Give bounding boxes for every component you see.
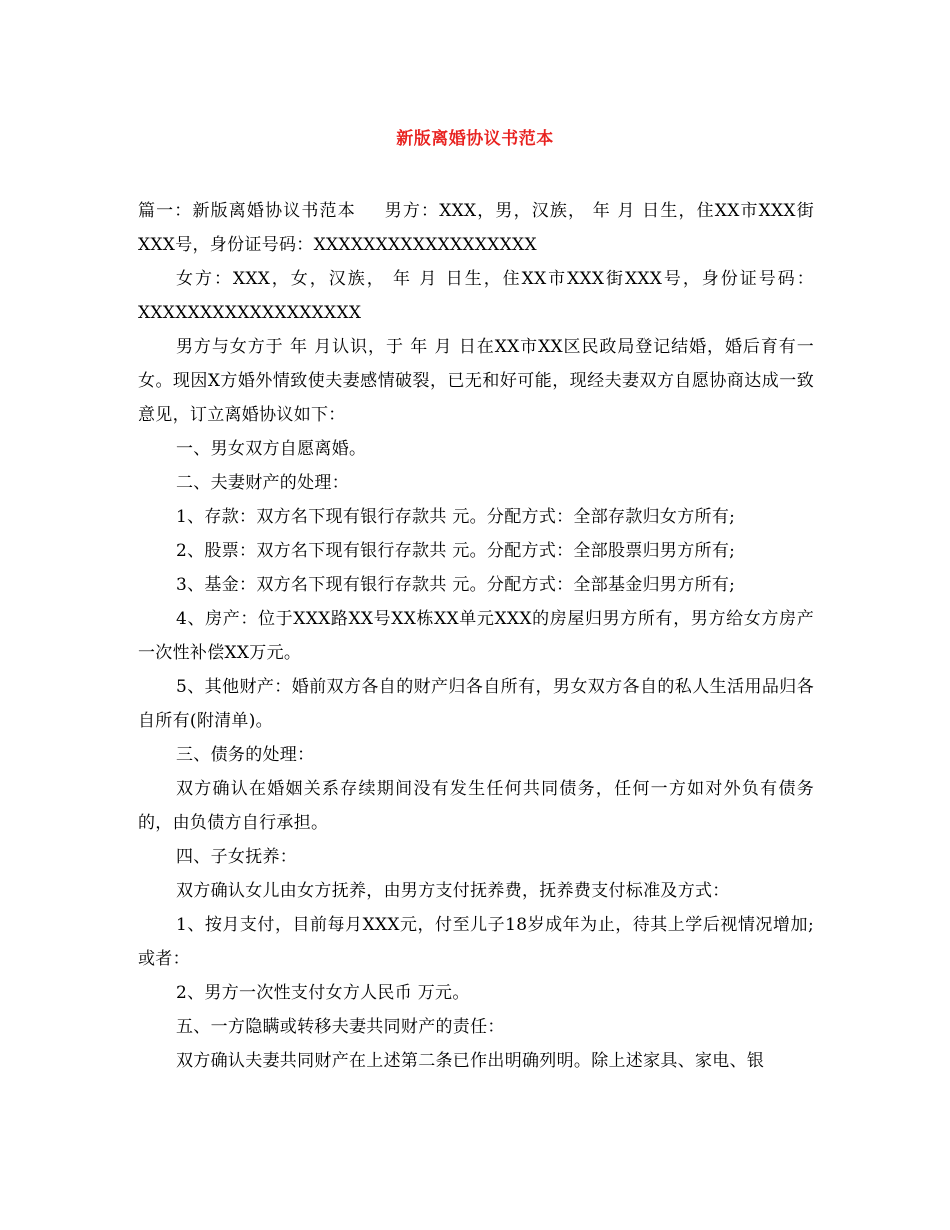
- clause-2-item-deposits: 1、存款：双方名下现有银行存款共 元。分配方式：全部存款归女方所有;: [176, 507, 736, 527]
- clause-1-divorce: 一、男女双方自愿离婚。: [176, 439, 367, 459]
- clause-3-text: 双方确认在婚姻关系存续期间没有发生任何共同债务，任何一方如对外负有债务的，由负债方自行承担。: [138, 779, 814, 833]
- clause-4-text: 双方确认女儿由女方抚养，由男方支付抚养费，抚养费支付标准及方式：: [176, 881, 730, 901]
- clause-2-item-other: 5、其他财产：婚前双方各自的财产归各自所有，男女双方各自的私人生活用品归各自所有(附清单)。: [138, 677, 814, 731]
- clause-5-text: 双方确认夫妻共同财产在上述第二条已作出明确列明。除上述家具、家电、银: [176, 1051, 765, 1071]
- clause-2-item-stocks: 2、股票：双方名下现有银行存款共 元。分配方式：全部股票归男方所有;: [176, 541, 736, 561]
- paragraph-female-party: 女方：XXX，女，汉族， 年 月 日生，住XX市XXX街XXX号，身份证号码：XXXXXXXXXXXXXXXXXX: [138, 269, 814, 323]
- document-body: [138, 194, 814, 1078]
- clause-4-item-monthly: 1、按月支付，目前每月XXX元，付至儿子18岁成年为止，待其上学后视情况增加;或者：: [138, 915, 814, 969]
- clause-2-heading: 二、夫妻财产的处理：: [176, 473, 349, 493]
- clause-3-heading: 三、债务的处理：: [176, 745, 315, 765]
- document-title: 新版离婚协议书范本: [396, 129, 554, 149]
- clause-2-item-funds: 3、基金：双方名下现有银行存款共 元。分配方式：全部基金归男方所有;: [176, 575, 736, 595]
- clause-4-item-lump-sum: 2、男方一次性支付女方人民币 万元。: [176, 983, 470, 1003]
- clause-4-heading: 四、子女抚养：: [176, 847, 298, 867]
- paragraph-intro: [138, 194, 814, 262]
- paragraph-male-party: 男方：XXX，男，汉族， 年 月 日生，住XX市XXX街XXX号，身份证号码：XXXXXXXXXXXXXXXXXX: [138, 201, 814, 255]
- section-heading: 篇一：新版离婚协议书范本: [138, 201, 356, 221]
- clause-5-heading: 五、一方隐瞒或转移夫妻共同财产的责任：: [176, 1017, 505, 1037]
- clause-2-item-property: 4、房产：位于XXX路XX号XX栋XX单元XXX的房屋归男方所有，男方给女方房产一次性补偿XX万元。: [138, 609, 814, 663]
- paragraph-background: 男方与女方于 年 月认识，于 年 月 日在XX市XX区民政局登记结婚，婚后育有一女。现因X方婚外情致使夫妻感情破裂，已无和好可能，现经夫妻双方自愿协商达成一致意见，订立离婚协议如下：: [138, 337, 814, 425]
